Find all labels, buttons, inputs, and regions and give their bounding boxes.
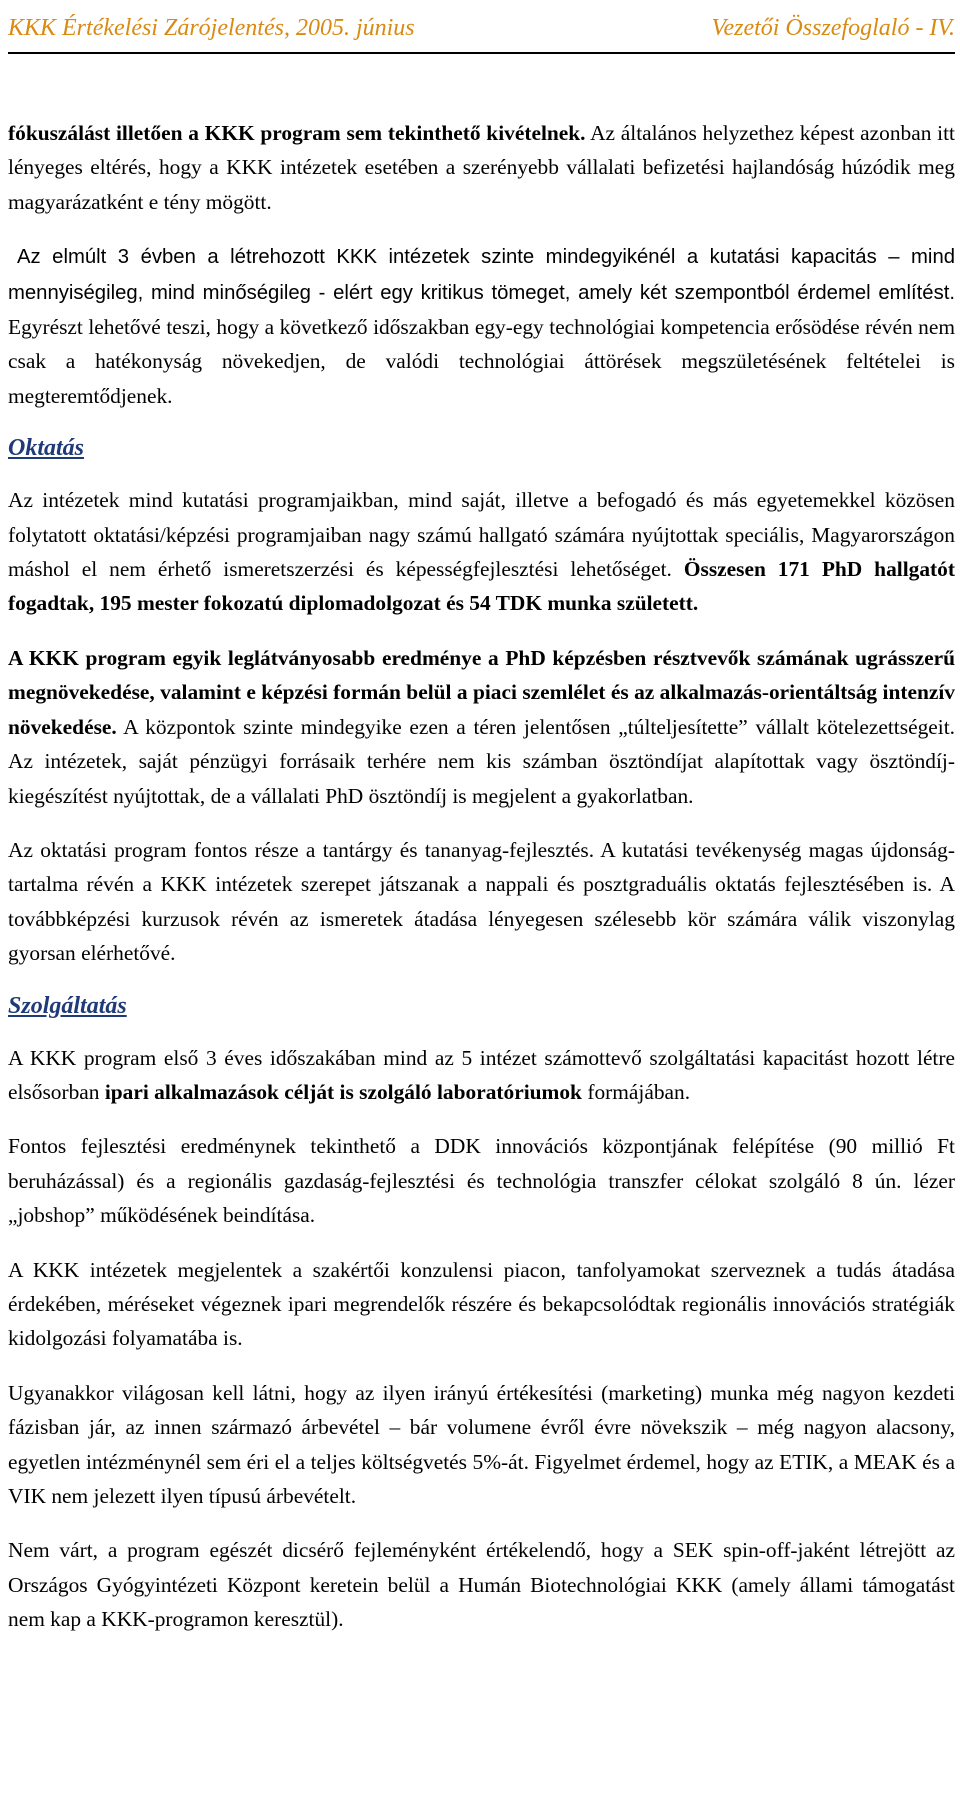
paragraph-5: Az oktatási program fontos része a tantárgy és tananyag-fejlesztés. A kutatási tevékenység magas újdonság-tartalma révén a KKK intézetek szerepet játszanak a nappali és posztgraduális oktatás fejlesztésében is. A továbbképzési kurzusok révén az ismeretek átadása lényegesen szélesebb kör számára válik viszonylag gyorsan elérhetővé. xyxy=(8,837,955,966)
paragraph-2 xyxy=(8,239,955,413)
paragraph-1-bold: fókuszálást illetően a KKK program sem tekinthető kivételnek. xyxy=(8,121,586,145)
running-header xyxy=(8,0,955,42)
paragraph-3 xyxy=(8,483,955,621)
paragraph-10: Nem várt, a program egészét dicsérő fejleményként értékelendő, hogy a SEK spin-off-jaként létrejött az Országos Gyógyintézeti Központ keretein belül a Humán Biotechnológiai KKK (amely állami támogatást nem kap a KKK-programon keresztül). xyxy=(8,1538,955,1632)
section-heading-oktatas: Oktatás xyxy=(8,435,85,462)
paragraph-2-text: Egyrészt lehetővé teszi, hogy a következő időszakban egy-egy technológiai kompetencia erősödése révén nem csak a hatékonyság növekedjen, de valódi technológiai áttörések megszületésének feltételei is megteremtődjenek. xyxy=(8,315,955,408)
paragraph-6-text: A KKK program első 3 éves időszakában mind az 5 intézet számottevő szolgáltatási kapacitást hozott létre elsősorban xyxy=(8,1045,955,1104)
paragraph-1-text: Az általános helyzethez képest azonban itt lényeges eltérés, hogy a KKK intézetek esetében a szerényebb vállalati befizetési hajlandóság húzódik meg magyarázatként e tény mögött. xyxy=(8,121,955,214)
paragraph-4-text: A központok szinte mindegyike ezen a téren jelentősen „túlteljesítette” vállalt kötelezettségeit. Az intézetek, saját pénzügyi forrásaik terhére nem kis számban ösztöndíjat alapítottak vagy ösztöndíj- kiegészítést nyújtottak, de a vállalati PhD ösztöndíj is megjelent a gyakorlatban. xyxy=(8,714,955,808)
paragraph-8: A KKK intézetek megjelentek a szakértői konzulensi piacon, tanfolyamokat szerveznek a tudás átadása érdekében, méréseket végeznek ipari megrendelők részére és bekapcsolódtak regionális innovációs stratégiák kidolgozási folyamatába is. xyxy=(8,1257,955,1351)
paragraph-4 xyxy=(8,641,955,813)
paragraph-4-bold: A KKK program egyik leglátványosabb eredménye a PhD képzésben résztvevők számának ugrásszerű megnövekedése, valamint e képzési formán belül a piaci szemlélet és az alkalmazás-orientáltság intenzív növekedése. xyxy=(8,645,955,739)
paragraph-6-bold: ipari alkalmazások célját is szolgáló laboratóriumok xyxy=(104,1079,582,1104)
paragraph-3-text: Az intézetek mind kutatási programjaikban, mind saját, illetve a befogadó és más egyetemekkel közösen folytatott oktatási/képzési programjaiban nagy számú hallgató számára nyújtottak speciális, Magyarországon máshol el nem érhető ismeretszerzési és képességfejlesztési lehetőséget. xyxy=(8,488,955,582)
header-divider xyxy=(8,52,955,54)
document-body xyxy=(8,116,955,1637)
paragraph-6 xyxy=(8,1041,955,1110)
paragraph-2-sans: Az elmúlt 3 évben a létrehozott KKK intézetek szinte mindegyikénél a kutatási kapacitás – mind mennyiségileg, mind minőségileg - elért egy kritikus tömeget, amely két szempontból érdemel említést. xyxy=(8,246,955,304)
section-heading-szolgaltatas: Szolgáltatás xyxy=(8,992,127,1019)
paragraph-7: Fontos fejlesztési eredménynek tekinthető a DDK innovációs központjának felépítése (90 millió Ft beruházással) és a regionális gazdaság-fejlesztési és technológia transzfer célokat szolgáló 8 ún. lézer „jobshop” működésének beindítása. xyxy=(8,1134,955,1228)
paragraph-6-end: formájában. xyxy=(581,1079,691,1104)
paragraph-3-bold: Összesen 171 PhD hallgatót fogadtak, 195 mester fokozatú diplomadolgozat és 54 TDK munka született. xyxy=(8,557,955,616)
paragraph-9: Ugyanakkor világosan kell látni, hogy az ilyen irányú értékesítési (marketing) munka még nagyon kezdeti fázisban jár, az innen származó árbevétel – bár volumene évről évre növekszik – még nagyon alacsony, egyetlen intézménynél sem éri el a teljes költségvetés 5%-át. Figyelmet érdemel, hogy az ETIK, a MEAK és a VIK nem jelezett ilyen típusú árbevételt. xyxy=(8,1380,955,1508)
header-right-title: Vezetői Összefoglaló - IV. xyxy=(711,15,955,41)
header-left-title: KKK Értékelési Zárójelentés, 2005. június xyxy=(8,15,415,41)
paragraph-1 xyxy=(8,116,955,219)
document-page xyxy=(8,0,955,1657)
